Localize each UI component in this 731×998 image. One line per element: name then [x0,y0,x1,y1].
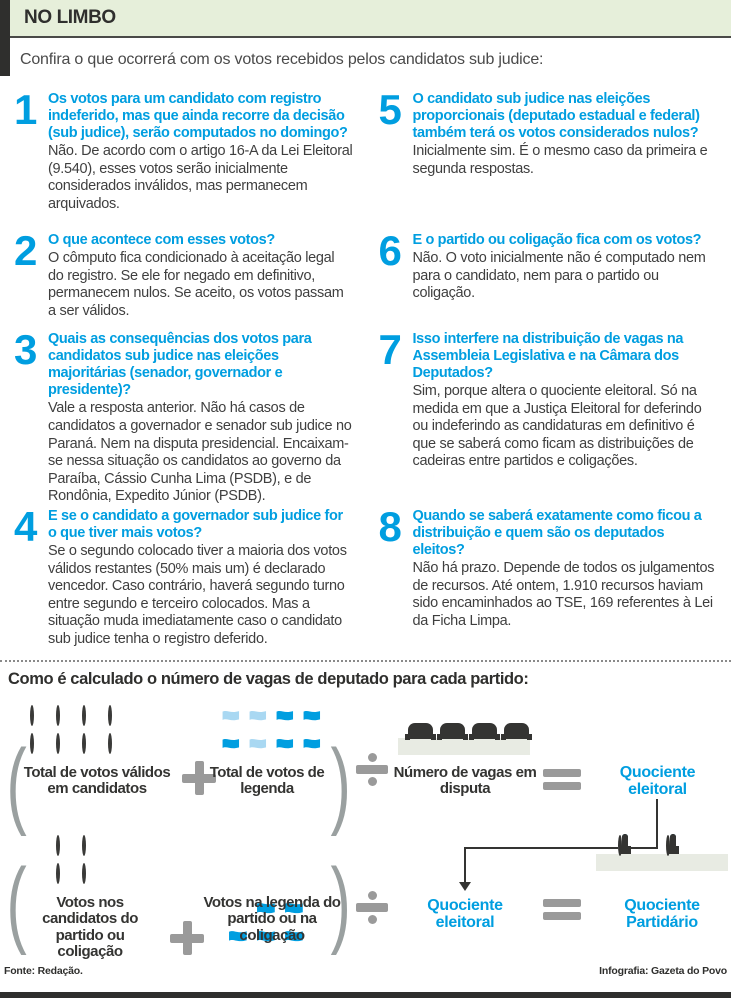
item-answer: Não. De acordo com o artigo 16-A da Lei Eleitoral (9.540), esses votos serão inicialmente considerados inválidos, mas permanecem arquivados. [48,143,353,212]
elected-deputy-icon [618,837,652,855]
item-question: Isso interfere na distribuição de vagas na Assembleia Legislativa e na Câmara dos Deputados? [412,331,684,382]
result-label-quociente-eleitoral: Quociente eleitoral [619,764,696,799]
footer [0,963,731,978]
item-answer: Não. O voto inicialmente não é computado nem para o candidato, nem para o partido ou coligação. [412,250,706,302]
elected-deputies-icon [596,837,728,871]
seat-icon [472,723,497,739]
item-question: O que acontece com esses votos? [48,232,275,248]
party-flags-group-icon [218,709,322,763]
item-number: 1 [14,86,36,133]
close-paren: ) [330,729,351,838]
voter-icon [82,865,104,890]
footer-credit: Infografia: Gazeta do Povo [599,965,727,978]
faq-item-7 [378,326,718,508]
faq-item-8 [378,503,718,648]
seats-group-icon [398,723,539,755]
party-flag-icon [272,709,295,735]
faq-grid [14,86,717,648]
seat-icon [440,723,465,739]
result-label-quociente-partidario: Quociente Partidário [624,897,700,932]
faq-item-1 [14,86,353,232]
item-number: 2 [14,227,36,274]
faq-item-5 [378,86,718,232]
seat-icon [504,723,529,739]
party-flag-icon [299,737,322,763]
item-answer: Vale a resposta anterior. Não há casos de candidatos a governador e senador sub judice no Paraná. Nem na disputa presidencial. Encaixam-se nessa situação os candidatos ao governo da Paraíba, Cássio Cunha Lima (PSDB), e de Rondônia, Expedito Júnior (PSDB). [48,400,352,505]
footer-source: Fonte: Redação. [4,965,83,978]
divide-operator [356,891,388,924]
seat-icon [408,723,433,739]
operand-label: Número de vagas em disputa [393,764,537,798]
operand-label: Total de votos válidos em candidatos [23,764,171,798]
voters-group-icon [30,707,130,760]
party-flag-icon [272,737,295,763]
operand-label: Votos nos candidatos do partido ou coligação [42,894,138,960]
voter-icon [56,865,78,890]
item-question: Os votos para um candidato com registro indeferido, mas que ainda recorre da decisão (sub judice), serão computados no domingo? [48,91,348,142]
open-paren: ( [6,848,27,957]
item-question: O candidato sub judice nas eleições proporcionais (deputado estadual e federal) também terá os votos considerados nulos? [412,91,700,142]
item-question: Quando se saberá exatamente como ficou a distribuição e quem são os deputados eleitos? [412,508,702,559]
voter-icon [30,735,52,760]
item-number: 4 [14,503,36,550]
bottom-bar [0,992,731,998]
header-left-accent-bar [0,0,10,76]
voter-icon [56,707,78,732]
elbow-arrow-icon [464,847,466,883]
item-question: Quais as consequências dos votos para candidatos sub judice nas eleições majoritárias (senador, governador e presidente)? [48,331,312,399]
voter-icon [56,837,78,862]
voter-icon [82,735,104,760]
voter-icon [82,837,104,862]
seats-platform [398,738,530,755]
page-title: NO LIMBO [24,7,116,28]
item-question: E o partido ou coligação fica com os votos? [412,232,702,248]
voter-icon [108,707,130,732]
item-number: 3 [14,326,36,373]
faq-item-3 [14,326,353,508]
voter-icon [82,707,104,732]
item-question: E se o candidato a governador sub judice for o que tiver mais votos? [48,508,343,542]
item-answer: Inicialmente sim. É o mesmo caso da primeira e segunda respostas. [412,143,708,177]
voter-icon [30,707,52,732]
equals-operator [543,769,581,790]
item-number: 7 [378,326,400,373]
faq-item-4 [14,503,353,648]
party-flag-icon [218,737,241,763]
item-number: 6 [378,227,400,274]
item-answer: Se o segundo colocado tiver a maioria dos votos válidos restantes (50% mais um) é declarado vencedor. Caso contrário, haverá segundo turno entre segundo e terceiro colocados. Mas a situação muda imediatamente caso o candidato sub judice tenha o registro deferido. [48,543,347,647]
party-flag-icon [299,709,322,735]
party-flag-icon [245,709,268,735]
party-flag-icon [218,709,241,735]
item-answer: O cômputo fica condicionado à aceitação legal do registro. Se ele for negado em definitivo, permanecem nulos. Se aceito, os votos passam a ser válidos. [48,250,344,319]
item-number: 8 [378,503,400,550]
intro-text: Confira o que ocorrerá com os votos recebidos pelos candidatos sub judice: [20,51,544,68]
item-answer: Sim, porque altera o quociente eleitoral. Só na medida em que a Justiça Eleitoral for deferindo ou indeferindo as candidaturas em definitivo é que se saberá como ficam as distribuições de cadeiras entre partidos e coligações. [412,383,702,470]
arrow-down-icon [459,882,471,891]
open-paren: ( [6,729,27,838]
calculation-heading: Como é calculado o número de vagas de deputado para cada partido: [8,670,529,689]
elected-deputy-icon [666,837,700,855]
divisor-label-quociente-eleitoral: Quociente eleitoral [427,897,503,932]
divide-operator [356,753,388,786]
deputies-platform [596,854,728,871]
operand-label: Votos na legenda do partido ou na coligação [203,894,341,944]
party-voters-group-icon [56,837,104,890]
calculation-diagram [0,695,731,963]
equals-operator [543,899,581,920]
voter-icon [108,735,130,760]
header-bar [0,0,731,38]
faq-item-6 [378,227,718,331]
voter-icon [56,735,78,760]
faq-item-2 [14,227,353,331]
operand-label: Total de votos de legenda [209,764,325,798]
item-answer: Não há prazo. Depende de todos os julgamentos de recursos. Até ontem, 1.910 recursos haviam sido encaminhados ao TSE, 169 referentes à Lei da Ficha Limpa. [412,560,715,629]
section-separator [0,660,731,662]
item-number: 5 [378,86,400,133]
close-paren: ) [330,848,351,957]
party-flag-icon [245,737,268,763]
